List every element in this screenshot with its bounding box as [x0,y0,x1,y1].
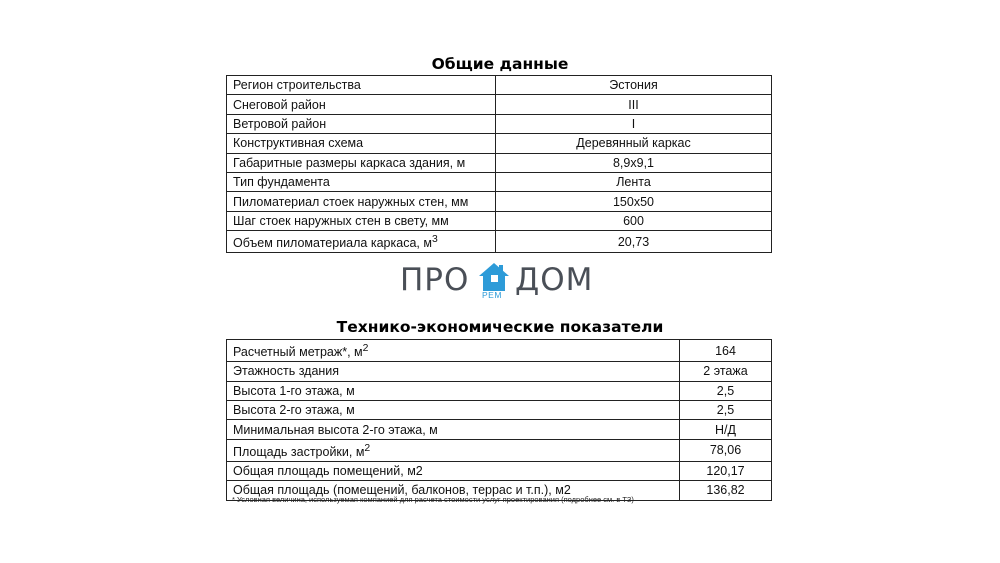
row-value: Эстония [496,76,772,95]
row-label: Общая площадь помещений, м2 [227,461,680,480]
row-label-text: Площадь застройки, м [233,444,365,459]
prodom-logo [396,258,606,304]
row-value: 8,9x9,1 [496,153,772,172]
table-row [227,211,772,230]
row-label: Высота 1-го этажа, м [227,381,680,400]
row-label [227,231,496,253]
table-row [227,76,772,95]
row-value: Деревянный каркас [496,134,772,153]
table-row [227,153,772,172]
table-row [227,439,772,461]
house-icon [478,262,510,292]
row-value: 2,5 [680,381,772,400]
general-data-title: Общие данные [431,55,569,73]
row-label-text: Расчетный метраж*, м [233,345,363,360]
row-value: 2 этажа [680,362,772,381]
row-value: 150x50 [496,192,772,211]
table-row [227,362,772,381]
row-label [227,439,680,461]
row-label-text: Объем пиломатериала каркаса, м [233,236,432,251]
row-value: I [496,114,772,133]
table-row [227,231,772,253]
row-label: Тип фундамента [227,172,496,191]
row-value: III [496,95,772,114]
row-value: Н/Д [680,420,772,439]
footnote: * Условная величина, используемая компанией для расчета стоимости услуг проектирования (подробнее см. в ТЗ) [232,495,634,504]
row-value: Лента [496,172,772,191]
table-row [227,420,772,439]
row-label: Регион строительства [227,76,496,95]
row-label: Пиломатериал стоек наружных стен, мм [227,192,496,211]
logo-text-right: ДОМ [515,262,594,298]
row-value: 120,17 [680,461,772,480]
general-data-table [226,75,772,253]
table-row [227,340,772,362]
row-label: Этажность здания [227,362,680,381]
unit-superscript: 2 [362,343,369,354]
row-label: Шаг стоек наружных стен в свету, мм [227,211,496,230]
row-label: Конструктивная схема [227,134,496,153]
row-label: Высота 2-го этажа, м [227,400,680,419]
row-label: Ветровой район [227,114,496,133]
table-row [227,114,772,133]
logo-subtext: РЕМ [482,290,502,300]
row-value: 2,5 [680,400,772,419]
row-label: Минимальная высота 2-го этажа, м [227,420,680,439]
row-value: 164 [680,340,772,362]
row-value: 78,06 [680,439,772,461]
tech-indicators-table [226,339,772,501]
row-label [227,340,680,362]
unit-superscript: 3 [431,234,438,246]
logo-text-left: ПРО [400,262,470,298]
unit-superscript: 2 [364,442,371,454]
row-label: Общая площадь (помещений, балконов, террас и т.п.), м2 [227,481,680,500]
row-value: 600 [496,211,772,230]
table-row [227,95,772,114]
row-value: 136,82 [680,481,772,500]
table-row [227,192,772,211]
row-label: Снеговой район [227,95,496,114]
table-row [227,461,772,480]
row-value: 20,73 [496,231,772,253]
table-row [227,381,772,400]
row-label: Габаритные размеры каркаса здания, м [227,153,496,172]
table-row [227,134,772,153]
table-row [227,400,772,419]
tech-indicators-title: Технико-экономические показатели [336,318,664,336]
table-row [227,172,772,191]
